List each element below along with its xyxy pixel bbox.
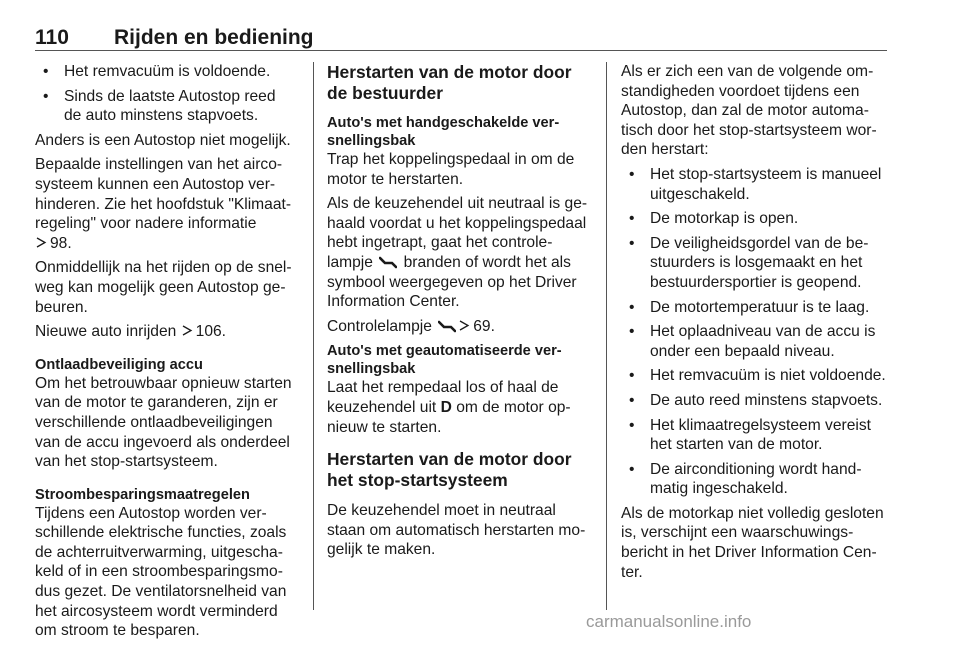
page-ref-link[interactable]: 69. <box>473 317 495 335</box>
column-middle <box>327 62 591 565</box>
column-divider <box>606 62 607 610</box>
list-item: • Het remvacuüm is voldoende. <box>43 63 271 80</box>
bullet-list-conditions <box>35 62 297 126</box>
section-heading: Stroombesparingsmaatregelen <box>35 486 250 503</box>
page-ref-icon <box>35 236 48 249</box>
chapter-title: Rijden en bediening <box>114 26 314 49</box>
section-heading: Auto's met geautomatiseerde versnellingsbak <box>327 343 562 378</box>
bullet-list-restart-conditions <box>621 165 889 499</box>
watermark: carmanualsonline.info <box>586 612 752 631</box>
paragraph: Als er zich een van de volgende omstandigheden voordoet tijdens een Autostop, dan zal de motor automatisch door het stop-startsysteem worden herstart: <box>621 63 877 159</box>
paragraph: Om het betrouwbaar opnieuw starten van de motor te garanderen, zijn er verschillende ontlaadbeveiligingen van de accu ingevoerd als onderdeel van het stop-startsysteem. <box>35 374 292 471</box>
paragraph: Laat het rempedaal los of haal de keuzehendel uit D om de motor opnieuw te starten. <box>327 379 571 436</box>
paragraph: Als de motorkap niet volledig gesloten is, verschijnt een waarschuwingsbericht in het Driver Information Center. <box>621 504 884 581</box>
column-left <box>35 62 297 646</box>
list-item: • De motortemperatuur is te laag. <box>629 298 870 316</box>
page-number: 110 <box>35 26 69 49</box>
list-item: • Het klimaatregelsysteem vereist het starten van de motor. <box>629 416 871 454</box>
gear-position-d: D <box>440 398 452 416</box>
section-heading: Auto's met handgeschakelde versnellingsbak <box>327 115 560 149</box>
paragraph: Tijdens een Autostop worden verschillende elektrische functies, zoals de achterruitverwarming, uitgeschakeld of in een stroombesparingsmodus gezet. De ventilatorsnelheid van het aircosysteem wordt verminderd om stroom te besparen. <box>35 504 287 640</box>
paragraph: Trap het koppelingspedaal in om de motor te herstarten. <box>327 151 575 188</box>
paragraph: Nieuwe auto inrijden 106. <box>35 323 226 341</box>
autostop-lamp-icon <box>438 319 456 333</box>
paragraph: De keuzehendel moet in neutraal staan om automatisch herstarten mogelijk te maken. <box>327 502 586 559</box>
list-item: • De motorkap is open. <box>629 210 799 228</box>
list-item: • Het stop-startsysteem is manueel uitgeschakeld. <box>629 165 882 203</box>
page-ref-icon <box>458 319 471 332</box>
list-item: • Sinds de laatste Autostop reed de auto minstens stapvoets. <box>43 87 276 125</box>
section-heading: Ontlaadbeveiliging accu <box>35 356 203 373</box>
autostop-lamp-icon <box>379 255 397 269</box>
list-item: • De airconditioning wordt handmatig ingeschakeld. <box>629 460 862 498</box>
paragraph: Anders is een Autostop niet mogelijk. <box>35 131 291 149</box>
column-divider <box>313 62 314 610</box>
list-item: • De veiligheidsgordel van de bestuurders is losgemaakt en het bestuurdersportier is geopend. <box>629 234 869 291</box>
section-title: Herstarten van de motor door het stop-startsysteem <box>327 449 572 491</box>
list-item: • De auto reed minstens stapvoets. <box>629 391 883 409</box>
page-header <box>35 26 887 52</box>
paragraph: Onmiddellijk na het rijden op de snelweg kan mogelijk geen Autostop gebeuren. <box>35 259 292 316</box>
list-item: • Het oplaadniveau van de accu is onder een bepaald niveau. <box>629 323 876 360</box>
paragraph: Bepaalde instellingen van het aircosysteem kunnen een Autostop verhinderen. Zie het hoofdstuk "Klimaatregeling" voor nadere informatie 98. <box>35 156 292 252</box>
list-item: • Het remvacuüm is niet voldoende. <box>629 367 886 385</box>
page-ref-icon <box>181 324 194 337</box>
header-rule <box>35 50 887 51</box>
page-ref-link[interactable]: 106. <box>195 323 226 341</box>
paragraph: Controlelampje 69. <box>327 317 495 335</box>
paragraph: Als de keuzehendel uit neutraal is gehaald voordat u het koppelingspedaal hebt ingetrapt, gaat het controlelampje branden of wordt het als symbool weergegeven op het Driver Information Center. <box>327 195 588 311</box>
page-ref-link[interactable]: 98. <box>50 234 72 252</box>
section-title: Herstarten van de motor door de bestuurder <box>327 62 572 103</box>
column-right <box>621 62 889 587</box>
